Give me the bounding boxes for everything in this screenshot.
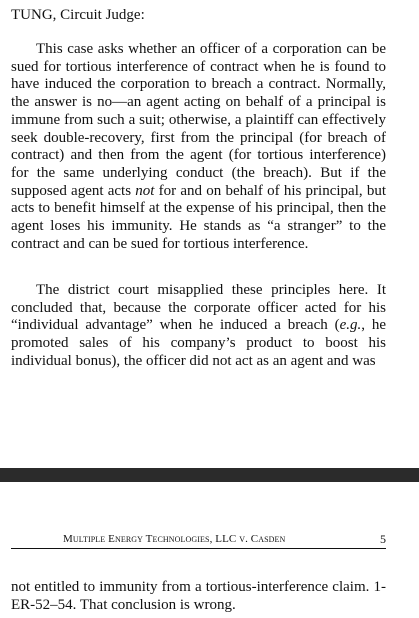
running-header [11,530,386,549]
italic-text: e.g. [339,317,362,334]
opinion-paragraph-2 [11,282,386,371]
continuation-paragraph: not entitled to immunity from a tortious-interference claim. 1-ER-52–54. That conclusion is wrong. [11,579,386,613]
page-number: 5 [380,532,386,546]
opinion-paragraph-1 [11,41,386,253]
text-run: for and on behalf of his principal, but acts to benefit himself at the expense of his principal, then the agent loses his immunity. He stands as “a stranger” to the contract and can be sued for tortious interference. [11,182,387,252]
page-divider [0,468,419,482]
header-case-name: Multiple Energy Technologies, LLC v. Casden [63,533,286,545]
text-run: The district court misapplied these principles here. It concluded that, because the corporate officer acted for his “individual advantage” when he induced a breach ( [11,282,386,334]
italic-text: not [135,182,155,199]
text-run: , he promoted sales of his company’s product to boost his individual bonus), the officer did not act as an agent and was [11,317,386,369]
judge-line: TUNG, Circuit Judge: [11,7,145,23]
text-run: This case asks whether an officer of a corporation can be sued for tortious interference of contract when he is found to have induced the corporation to breach a contract. Normally, the answer is no—an agent acting on behalf of a principal is immune from such a suit; otherwise, a plaintiff can effectively seek double-recovery, first from the principal (for breach of contract) and then from the agent (for tortious interference) for the same underlying conduct (the breach). But if the supposed agent acts [11,41,386,199]
